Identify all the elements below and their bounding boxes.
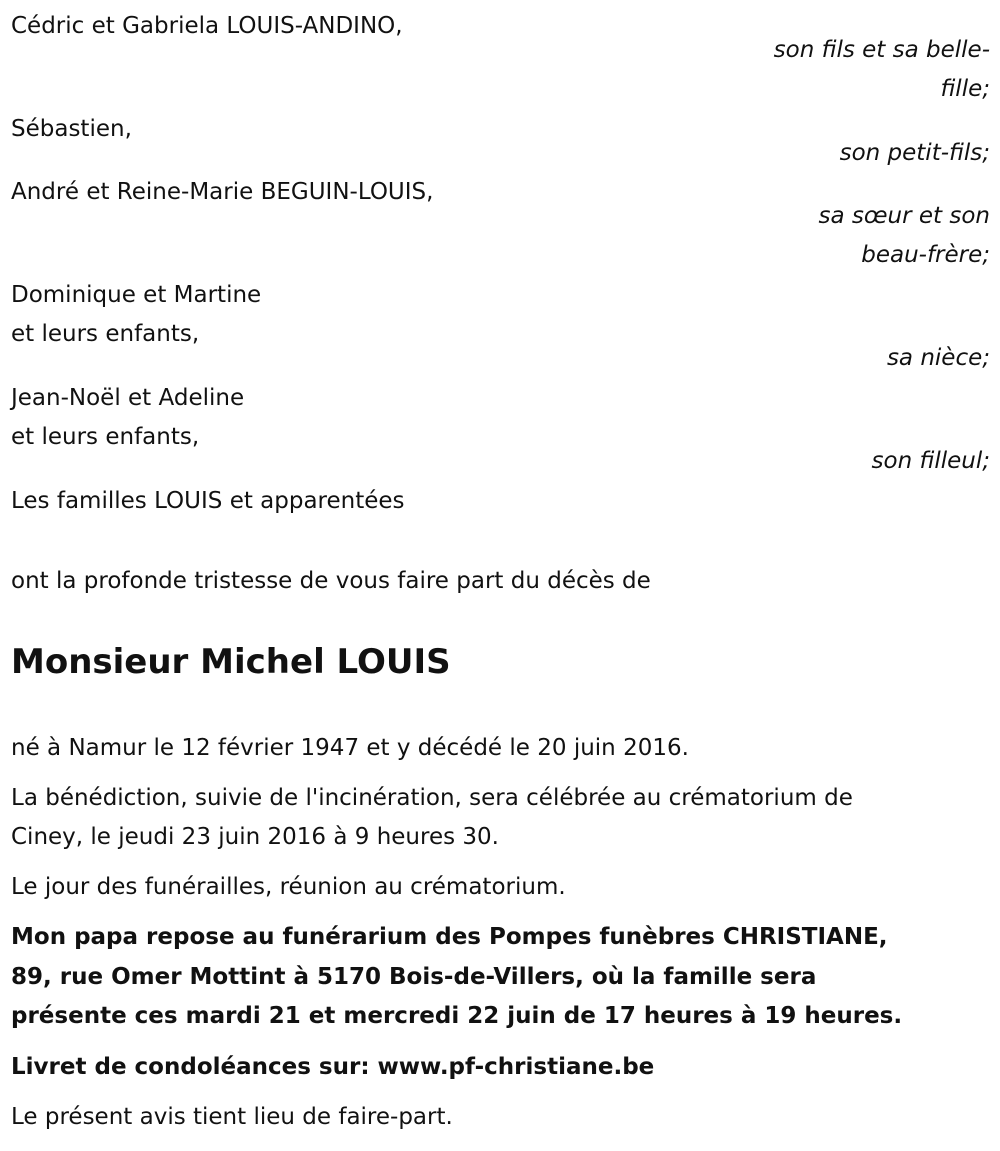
- family-names-1: Cédric et Gabriela LOUIS-ANDINO,: [11, 13, 403, 39]
- announcement-text: ont la profonde tristesse de vous faire part du décès de: [11, 568, 651, 594]
- family-relation-3b: beau-frère;: [861, 242, 990, 268]
- family-relation-3a: sa sœur et son: [818, 203, 990, 229]
- family-relation-1a: son fils et sa belle-: [773, 37, 990, 63]
- birth-death-text: né à Namur le 12 février 1947 et y décédé le 20 juin 2016.: [11, 735, 689, 761]
- family-names-5a: Jean-Noël et Adeline: [11, 385, 245, 411]
- family-relation-1b: fille;: [940, 76, 990, 102]
- family-relation-2: son petit-fils;: [839, 140, 990, 166]
- family-relation-4: sa nièce;: [886, 345, 990, 371]
- deceased-name: Monsieur Michel LOUIS: [11, 642, 451, 682]
- family-names-3: André et Reine-Marie BEGUIN-LOUIS,: [11, 179, 434, 205]
- family-names-5b: et leurs enfants,: [11, 424, 200, 450]
- viewing-text-2: 89, rue Omer Mottint à 5170 Bois-de-Villers, où la famille sera: [11, 964, 817, 990]
- gathering-text: Le jour des funérailles, réunion au crématorium.: [11, 874, 566, 900]
- viewing-text-1: Mon papa repose au funérarium des Pompes funèbres CHRISTIANE,: [11, 924, 888, 950]
- family-names-2: Sébastien,: [11, 116, 132, 142]
- family-names-6: Les familles LOUIS et apparentées: [11, 488, 405, 514]
- family-names-4a: Dominique et Martine: [11, 282, 262, 308]
- family-relation-5: son filleul;: [871, 448, 990, 474]
- ceremony-text-1: La bénédiction, suivie de l'incinération, sera célébrée au crématorium de: [11, 785, 853, 811]
- condolences-text: Livret de condoléances sur: www.pf-christiane.be: [11, 1054, 655, 1080]
- ceremony-text-2: Ciney, le jeudi 23 juin 2016 à 9 heures 30.: [11, 824, 499, 850]
- notice-text: Le présent avis tient lieu de faire-part.: [11, 1104, 453, 1130]
- family-names-4b: et leurs enfants,: [11, 321, 200, 347]
- viewing-text-3: présente ces mardi 21 et mercredi 22 juin de 17 heures à 19 heures.: [11, 1003, 903, 1029]
